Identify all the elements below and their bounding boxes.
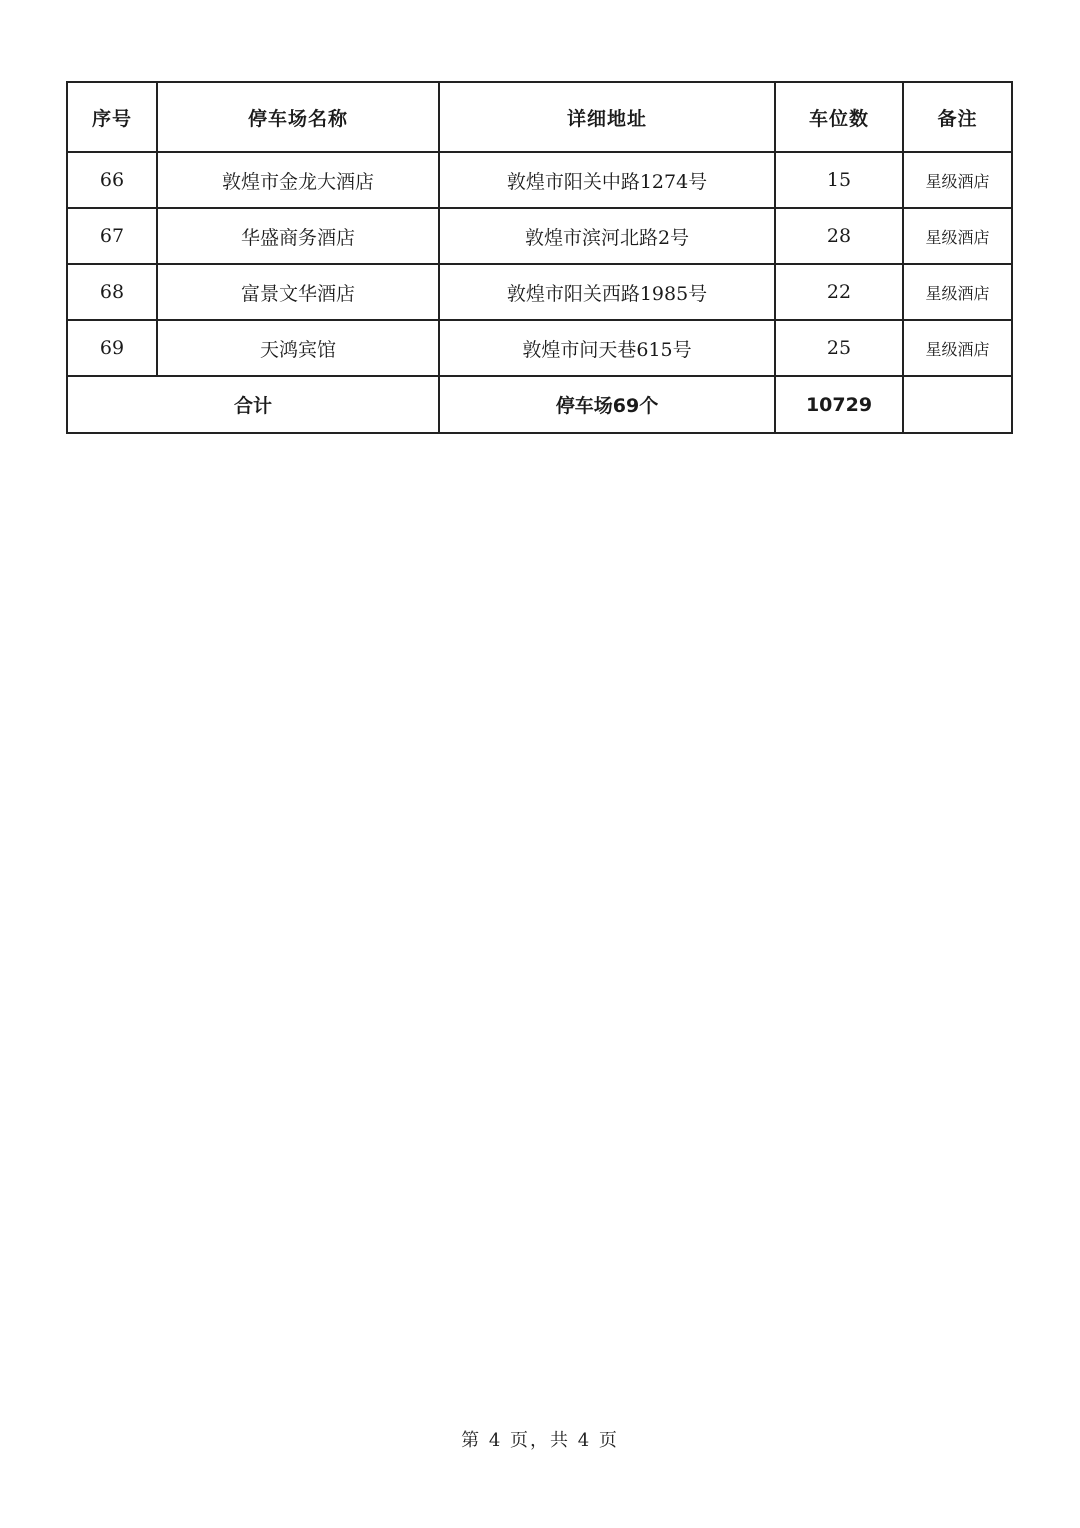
header-serial-no: 序号 <box>67 82 157 152</box>
table-row <box>67 152 1012 208</box>
cell-serial-no: 67 <box>67 208 157 264</box>
cell-note: 星级酒店 <box>903 152 1012 208</box>
cell-lot-name: 敦煌市金龙大酒店 <box>157 152 439 208</box>
total-lot-count: 停车场69个 <box>439 376 775 433</box>
cell-serial-no: 66 <box>67 152 157 208</box>
cell-space-count: 25 <box>775 320 903 376</box>
header-address: 详细地址 <box>439 82 775 152</box>
cell-address: 敦煌市阳关中路1274号 <box>439 152 775 208</box>
table-row <box>67 208 1012 264</box>
cell-address: 敦煌市滨河北路2号 <box>439 208 775 264</box>
cell-space-count: 15 <box>775 152 903 208</box>
table-row <box>67 320 1012 376</box>
page-number-footer: 第 4 页，共 4 页 <box>461 1430 619 1451</box>
table-header-row <box>67 82 1012 152</box>
header-lot-name: 停车场名称 <box>157 82 439 152</box>
cell-note: 星级酒店 <box>903 320 1012 376</box>
total-label: 合计 <box>67 376 439 433</box>
cell-space-count: 28 <box>775 208 903 264</box>
cell-space-count: 22 <box>775 264 903 320</box>
cell-address: 敦煌市问天巷615号 <box>439 320 775 376</box>
total-space-count: 10729 <box>775 376 903 433</box>
cell-lot-name: 天鸿宾馆 <box>157 320 439 376</box>
header-space-count: 车位数 <box>775 82 903 152</box>
table-row <box>67 264 1012 320</box>
cell-address: 敦煌市阳关西路1985号 <box>439 264 775 320</box>
cell-serial-no: 69 <box>67 320 157 376</box>
total-note <box>903 376 1012 433</box>
cell-lot-name: 华盛商务酒店 <box>157 208 439 264</box>
table-total-row <box>67 376 1012 433</box>
cell-serial-no: 68 <box>67 264 157 320</box>
cell-note: 星级酒店 <box>903 264 1012 320</box>
cell-note: 星级酒店 <box>903 208 1012 264</box>
parking-lot-table <box>66 81 1013 434</box>
header-note: 备注 <box>903 82 1012 152</box>
cell-lot-name: 富景文华酒店 <box>157 264 439 320</box>
